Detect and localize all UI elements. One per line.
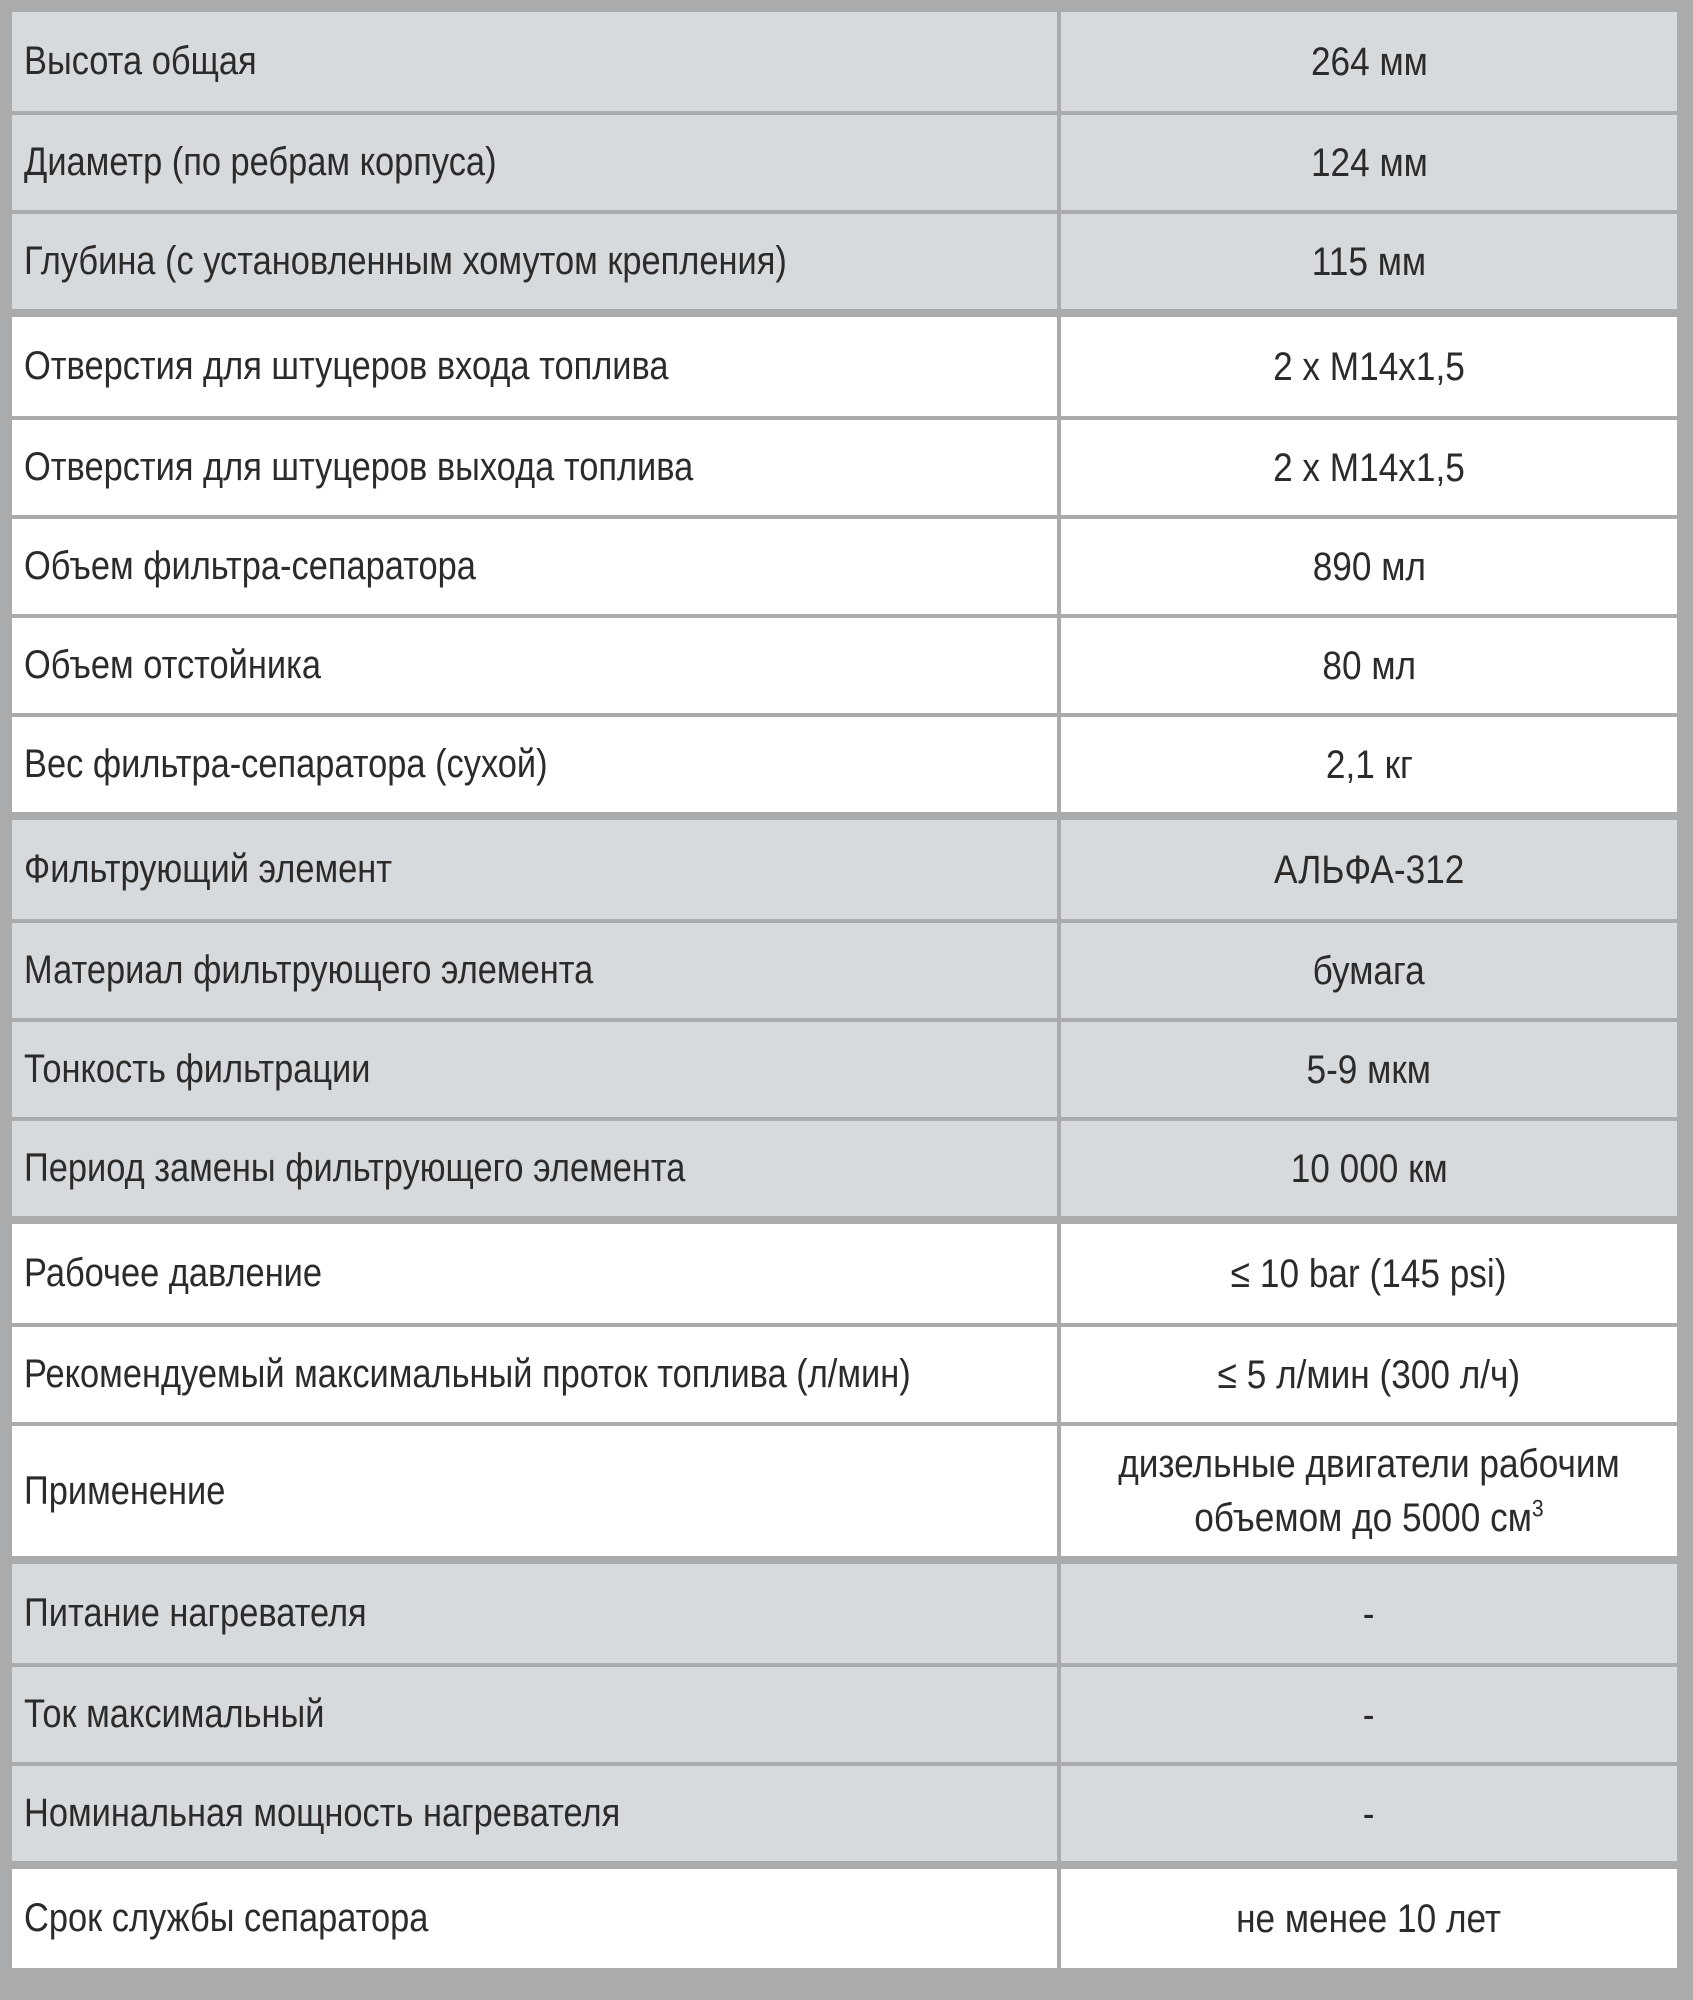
row-value: [1061, 1766, 1677, 1861]
row-value-text: ≤ 10 bar (145 psi): [1231, 1251, 1507, 1296]
table-row: [12, 614, 1677, 713]
row-label: Объем отстойника: [24, 643, 322, 687]
row-value-text: не менее 10 лет: [1236, 1896, 1502, 1941]
row-label: Ток максимальный: [24, 1692, 325, 1736]
row-value: [1061, 1224, 1677, 1323]
table-row: [12, 1323, 1677, 1422]
row-label: Фильтрующий элемент: [24, 847, 393, 891]
table-row: [12, 1869, 1677, 1968]
row-value-text: -: [1363, 1591, 1375, 1636]
row-value-text: -: [1363, 1791, 1375, 1836]
row-value: [1061, 519, 1677, 614]
row-value: [1061, 1667, 1677, 1762]
row-label: Отверстия для штуцеров выхода топлива: [24, 445, 694, 489]
table-group-service-life: [12, 1861, 1677, 1968]
table-row: [12, 1224, 1677, 1323]
table-row: [12, 12, 1677, 111]
row-label: Период замены фильтрующего элемента: [24, 1146, 686, 1190]
row-value-text: ≤ 5 л/мин (300 л/ч): [1217, 1352, 1521, 1397]
row-label: Рекомендуемый максимальный проток топлива (л/мин): [24, 1352, 911, 1396]
table-row: [12, 111, 1677, 210]
row-label: Объем фильтра-сепаратора: [24, 544, 476, 588]
row-value-line-2: объемом до 5000 см: [1194, 1496, 1532, 1540]
row-value-line-1: дизельные двигатели рабочим: [1118, 1442, 1620, 1486]
row-value-text: 2 х М14х1,5: [1273, 344, 1465, 389]
row-value-text: 124 мм: [1310, 140, 1428, 185]
table-row: [12, 919, 1677, 1018]
row-label: Материал фильтрующего элемента: [24, 948, 594, 992]
row-value-text: 5-9 мкм: [1306, 1047, 1432, 1092]
table-group-filter-element: [12, 812, 1677, 1216]
row-label: Высота общая: [24, 39, 257, 83]
row-value: [1061, 1022, 1677, 1117]
row-value: [1061, 1564, 1677, 1663]
row-value: [1061, 317, 1677, 416]
row-value: [1061, 1869, 1677, 1968]
table-row: [12, 1564, 1677, 1663]
table-group-connections: [12, 309, 1677, 812]
row-label: Номинальная мощность нагревателя: [24, 1791, 621, 1835]
row-value: [1061, 1426, 1677, 1556]
table-row: [12, 515, 1677, 614]
table-row: [12, 210, 1677, 309]
table-group-operation: [12, 1216, 1677, 1556]
table-row: [12, 416, 1677, 515]
row-value-text: 10 000 км: [1290, 1146, 1448, 1191]
table-row: [12, 1762, 1677, 1861]
row-label: Диаметр (по ребрам корпуса): [24, 140, 497, 184]
row-value: [1061, 420, 1677, 515]
row-value: [1061, 820, 1677, 919]
row-value-text: бумага: [1312, 948, 1426, 993]
row-label: Глубина (с установленным хомутом крепления): [24, 239, 787, 283]
row-value: [1061, 618, 1677, 713]
row-value-text: АЛЬФА-312: [1273, 847, 1465, 892]
table-row: [12, 713, 1677, 812]
row-value-text: 2,1 кг: [1325, 742, 1413, 787]
row-value-superscript: 3: [1531, 1495, 1544, 1523]
row-label: Отверстия для штуцеров входа топлива: [24, 344, 669, 388]
row-value-text: [1118, 1437, 1620, 1545]
table-row: [12, 317, 1677, 416]
row-value-text: 2 х М14х1,5: [1273, 445, 1465, 490]
row-value: [1061, 1327, 1677, 1422]
table-group-dimensions: [12, 12, 1677, 309]
row-label: Рабочее давление: [24, 1251, 323, 1295]
row-label: Питание нагревателя: [24, 1591, 367, 1635]
row-value: [1061, 717, 1677, 812]
row-value-text: 264 мм: [1310, 39, 1428, 84]
table-group-heater: [12, 1556, 1677, 1861]
table-row: [12, 820, 1677, 919]
table-row: [12, 1422, 1677, 1556]
table-row: [12, 1663, 1677, 1762]
row-value: [1061, 923, 1677, 1018]
row-label: Вес фильтра-сепаратора (сухой): [24, 742, 548, 786]
row-value: [1061, 12, 1677, 111]
row-value-text: 890 мл: [1312, 544, 1426, 589]
row-value: [1061, 1121, 1677, 1216]
row-value: [1061, 214, 1677, 309]
row-value: [1061, 115, 1677, 210]
row-label: Применение: [24, 1468, 226, 1513]
row-value-text: 80 мл: [1322, 643, 1416, 688]
row-label: Тонкость фильтрации: [24, 1047, 371, 1091]
table-row: [12, 1117, 1677, 1216]
row-value-text: 115 мм: [1311, 239, 1427, 284]
table-row: [12, 1018, 1677, 1117]
row-label: Срок службы сепаратора: [24, 1896, 429, 1940]
row-value-text: -: [1363, 1692, 1375, 1737]
